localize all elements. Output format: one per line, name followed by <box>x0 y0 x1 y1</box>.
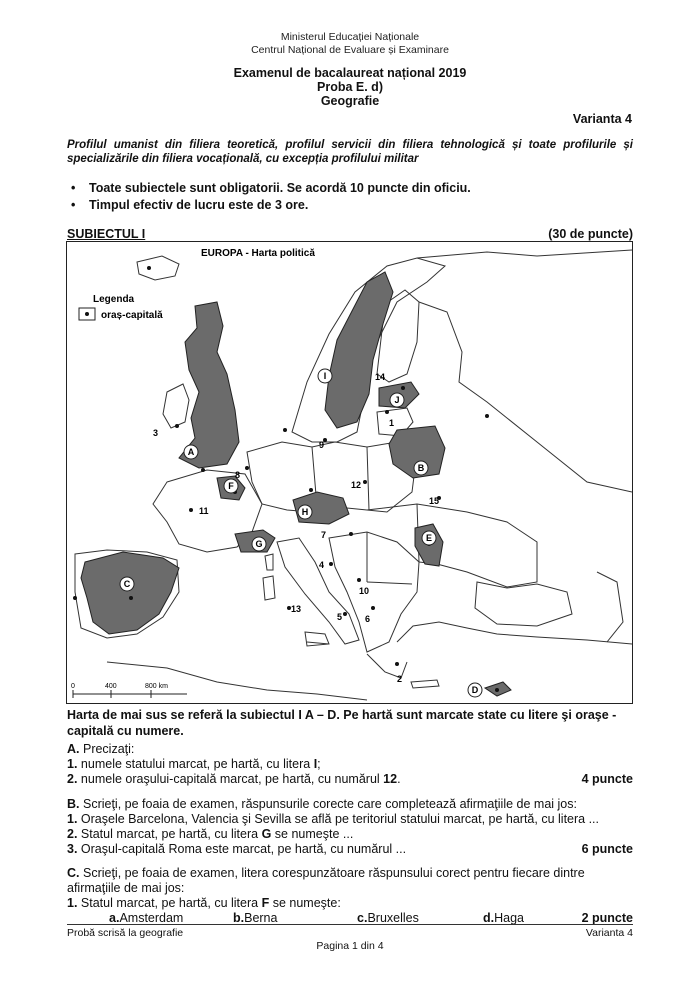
option-letter: d. <box>483 911 495 925</box>
number-2-label: 2 <box>397 674 403 684</box>
rule-item: • Timpul efectiv de lucru este de 3 ore. <box>67 197 633 214</box>
marked-states <box>81 272 511 696</box>
letter-j-label: J <box>394 395 400 405</box>
section-c-item1-text: Statul marcat, pe hartă, cu litera <box>80 896 259 910</box>
footer-page-number: Pagina 1 din 4 <box>316 940 384 952</box>
section-a-item2-end: . <box>397 772 401 786</box>
section-b-letter: B. <box>67 797 80 811</box>
exam-title <box>0 66 700 108</box>
section-a-item1-end: ; <box>317 757 321 771</box>
item-number: 1. <box>67 812 78 826</box>
subject-title: SUBIECTUL I <box>67 227 146 241</box>
item-number: 1. <box>67 896 78 910</box>
item-number: 3. <box>67 842 78 856</box>
section-b-item3-text: Oraşul-capitală Roma este marcat, pe hartă, cu numărul ... <box>80 842 407 856</box>
ministry-line-2: Centrul Național de Evaluare și Examinare <box>251 44 449 56</box>
letter-h-label: H <box>301 507 309 517</box>
section-c-item1-end: se numeşte: <box>272 896 341 910</box>
section-b-item2-key: G <box>261 827 272 841</box>
number-12-label: 12 <box>351 480 362 490</box>
state-a-uk <box>179 302 239 468</box>
number-14-label: 14 <box>375 372 386 382</box>
section-b-points: 6 puncte <box>581 842 633 856</box>
section-a-letter: A. <box>67 742 80 756</box>
section-b-title: Scrieţi, pe foaia de examen, răspunsurile corecte care completează afirmaţiile de mai jos: <box>82 797 577 811</box>
map-scale-bar <box>71 683 187 698</box>
legend-capital-label: oraș-capitală <box>101 310 163 321</box>
number-1-label: 1 <box>389 418 395 428</box>
scale-label-0: 0 <box>71 683 75 690</box>
exam-title-line-3: Geografie <box>320 94 380 108</box>
footer-divider <box>67 924 633 925</box>
number-3-label: 3 <box>153 428 159 438</box>
ministry-header <box>0 31 700 57</box>
section-a-item1-text: numele statului marcat, pe hartă, cu litera <box>80 757 311 771</box>
map-legend <box>79 294 163 321</box>
option-letter: c. <box>357 911 368 925</box>
number-11-label: 11 <box>199 506 209 516</box>
option-letter: b. <box>233 911 245 925</box>
state-c-spain <box>81 552 179 634</box>
legend-capital-dot <box>85 312 89 316</box>
state-letter-labels <box>120 369 482 697</box>
number-4-label: 4 <box>319 560 325 570</box>
number-15-label: 15 <box>429 496 440 506</box>
letter-i-label: I <box>323 371 327 381</box>
section-a-item2-key: 12 <box>383 772 398 786</box>
section-a-item1-key: I <box>313 757 318 771</box>
letter-g-label: G <box>255 539 263 549</box>
legend-title: Legenda <box>93 294 135 305</box>
rule-item: • Toate subiectele sunt obligatorii. Se acordă 10 puncte din oficiu. <box>67 180 633 197</box>
number-8-label: 8 <box>235 470 241 480</box>
exam-title-line-1: Examenul de bacalaureat național 2019 <box>233 66 467 80</box>
scale-label-400: 400 <box>105 683 117 690</box>
number-10-label: 10 <box>359 586 370 596</box>
section-b-item2-text: Statul marcat, pe hartă, cu litera <box>80 827 259 841</box>
section-a <box>67 742 633 787</box>
option-letter: a. <box>109 911 120 925</box>
footer-subject: Probă scrisă la geografie <box>67 927 184 939</box>
section-c <box>67 866 633 926</box>
section-c-title: Scrieţi, pe foaia de examen, litera corespunzătoare răspunsului corect pentru fiecare dintre afirmaţiile de mai jos: <box>67 866 585 895</box>
section-a-title: Precizaţi: <box>82 742 135 756</box>
letter-e-label: E <box>425 533 433 543</box>
profile-text: Profilul umanist din filiera teoretică, profilul servicii din filiera tehnologică și toate profilurile și specializările din filiera vocațională, cu excepția profilului militar <box>67 139 633 165</box>
section-c-letter: C. <box>67 866 80 880</box>
section-c-points: 2 puncte <box>581 911 633 925</box>
letter-d-label: D <box>471 685 479 695</box>
option-text: Haga <box>494 911 524 925</box>
section-b-item2-end: se numeşte ... <box>274 827 354 841</box>
europe-political-map <box>66 241 633 704</box>
exam-title-line-2: Proba E. d) <box>317 80 383 94</box>
number-5-label: 5 <box>337 612 343 622</box>
number-9-label: 9 <box>319 440 325 450</box>
letter-f-label: F <box>228 481 234 491</box>
item-number: 2. <box>67 772 78 786</box>
section-c-item1-key: F <box>261 896 270 910</box>
option-text: Berna <box>244 911 278 925</box>
map-title: EUROPA - Harta politică <box>201 248 315 259</box>
letter-b-label: B <box>417 463 425 473</box>
number-7-label: 7 <box>321 530 327 540</box>
subject-points: (30 de puncte) <box>548 227 633 241</box>
number-13-label: 13 <box>291 604 302 614</box>
item-number: 1. <box>67 757 78 771</box>
rules-list <box>67 180 633 214</box>
ministry-line-1: Ministerul Educației Naționale <box>280 31 420 43</box>
section-b-item1-text: Oraşele Barcelona, Valencia şi Sevilla se află pe teritoriul statului marcat, pe hartă, cu litera ... <box>80 812 599 826</box>
section-a-points: 4 puncte <box>581 772 633 786</box>
number-6-label: 6 <box>365 614 371 624</box>
option-text: Amsterdam <box>119 911 184 925</box>
map-intro-text: Harta de mai sus se referă la subiectul I A – D. Pe hartă sunt marcate state cu litere şi oraşe - capitală cu numere. <box>67 708 617 738</box>
option-text: Bruxelles <box>367 911 419 925</box>
section-a-item2-text: numele oraşului-capitală marcat, pe hartă, cu numărul <box>80 772 380 786</box>
variant-label: Varianta 4 <box>572 112 632 126</box>
scale-label-800: 800 km <box>145 683 168 690</box>
item-number: 2. <box>67 827 78 841</box>
section-b <box>67 797 633 857</box>
footer-variant: Varianta 4 <box>585 927 633 939</box>
letter-c-label: C <box>123 579 131 589</box>
letter-a-label: A <box>187 447 195 457</box>
